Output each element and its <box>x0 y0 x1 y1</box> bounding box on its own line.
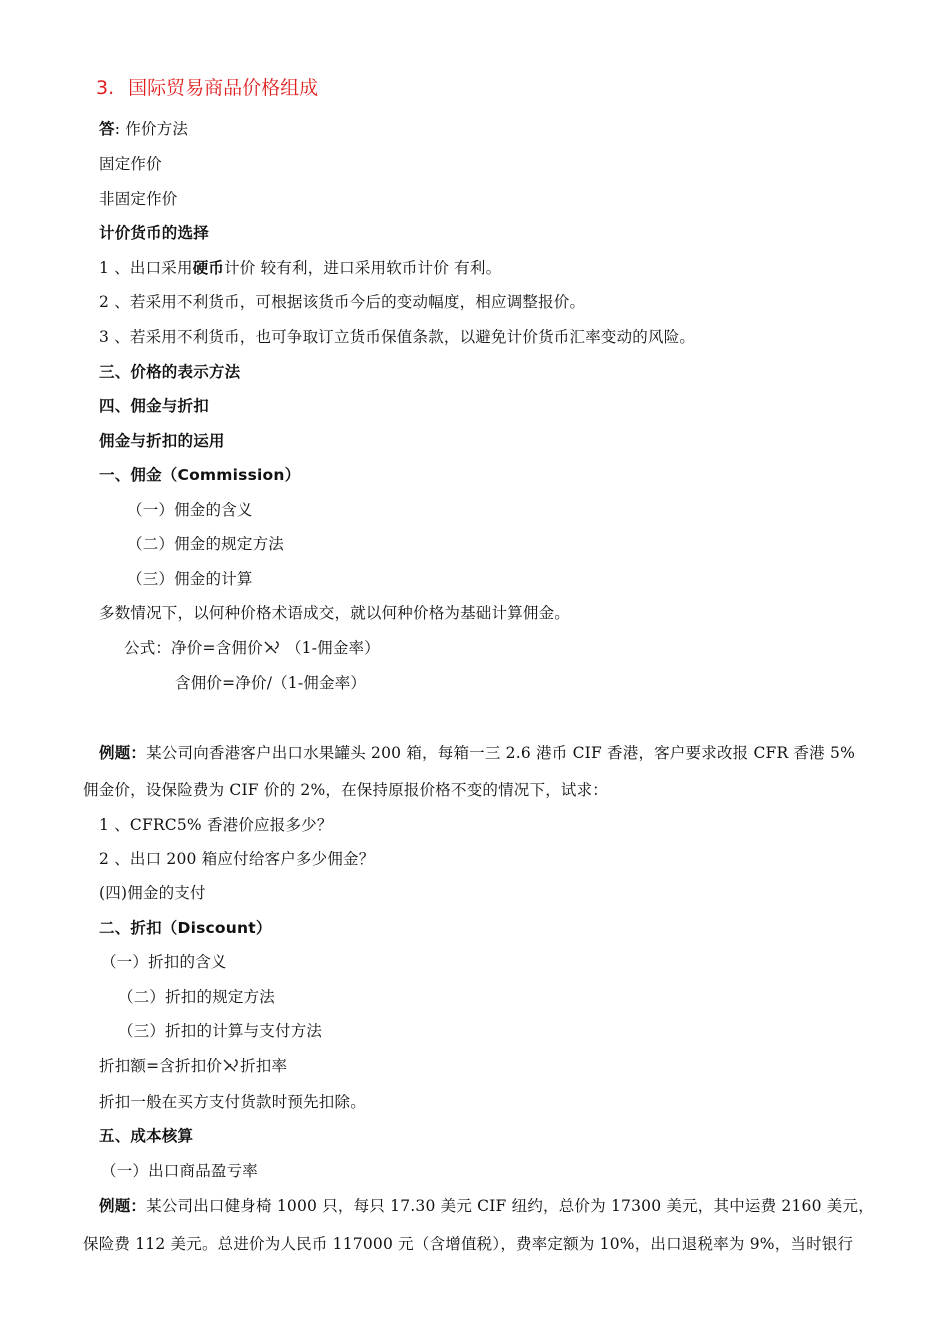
text-line: 多数情况下，以何种价格术语成交，就以何种价格为基础计算佣金。 <box>99 604 571 622</box>
multiply-glyph-icon <box>222 1057 240 1073</box>
text-line: 3 、若采用不利货币，也可争取订立货币保值条款，以避免计价货币汇率变动的风险。 <box>99 328 696 346</box>
text-line: （二）折扣的规定方法 <box>118 988 276 1006</box>
text-line: （一）折扣的含义 <box>101 953 227 971</box>
subheading: 五、成本核算 <box>99 1127 194 1145</box>
subheading: 佣金与折扣的运用 <box>99 432 225 450</box>
formula-line: 含佣价=净价/（1-佣金率） <box>175 674 367 692</box>
formula-line: 折扣额=含折扣价 折扣率 <box>99 1057 288 1075</box>
text-line: （一）出口商品盈亏率 <box>101 1162 259 1180</box>
text-line: （一）佣金的含义 <box>127 501 253 519</box>
text-line: 保险费 112 美元。总进价为人民币 117000 元（含增值税），费率定额为 10%，出口退税率为 9%，当时银行 <box>83 1235 854 1253</box>
text-line: （三）佣金的计算 <box>127 570 253 588</box>
text-line: 2 、出口 200 箱应付给客户多少佣金？ <box>99 850 375 868</box>
example-line: 例题：某公司向香港客户出口水果罐头 200 箱，每箱一三 2.6 港币 CIF 香港，客户要求改报 CFR 香港 5% <box>99 744 856 762</box>
example-line: 例题：某公司出口健身椅 1000 只，每只 17.30 美元 CIF 纽约，总价为 17300 美元，其中运费 2160 美元， <box>99 1197 874 1215</box>
multiply-glyph-icon <box>263 639 281 655</box>
text-line: 2 、若采用不利货币，可根据该货币今后的变动幅度，相应调整报价。 <box>99 293 586 311</box>
text-line: 固定作价 <box>99 155 162 173</box>
text-line: (四)佣金的支付 <box>99 884 206 902</box>
text-line: 1 、出口采用硬币计价 较有利，进口采用软币计价 有利。 <box>99 259 502 277</box>
section-number: 3. <box>96 77 115 99</box>
subheading: 计价货币的选择 <box>99 224 209 242</box>
section-heading <box>96 76 318 100</box>
text-line: （二）佣金的规定方法 <box>127 535 285 553</box>
text-line: （三）折扣的计算与支付方法 <box>118 1022 323 1040</box>
subheading: 四、佣金与折扣 <box>99 397 209 415</box>
section-title: 国际贸易商品价格组成 <box>128 77 319 99</box>
answer-line: 答: 作价方法 <box>99 120 189 138</box>
text-line: 佣金价，设保险费为 CIF 价的 2%，在保持原报价格不变的情况下，试求： <box>83 781 609 799</box>
text-line: 折扣一般在买方支付货款时预先扣除。 <box>99 1093 366 1111</box>
subheading: 一、佣金（Commission） <box>99 466 301 484</box>
formula-line: 公式：净价=含佣价 （1-佣金率） <box>124 639 380 657</box>
text-line: 1 、CFRC5% 香港价应报多少？ <box>99 816 333 834</box>
text-line: 非固定作价 <box>99 190 178 208</box>
subheading: 二、折扣（Discount） <box>99 919 272 937</box>
subheading: 三、价格的表示方法 <box>99 363 241 381</box>
